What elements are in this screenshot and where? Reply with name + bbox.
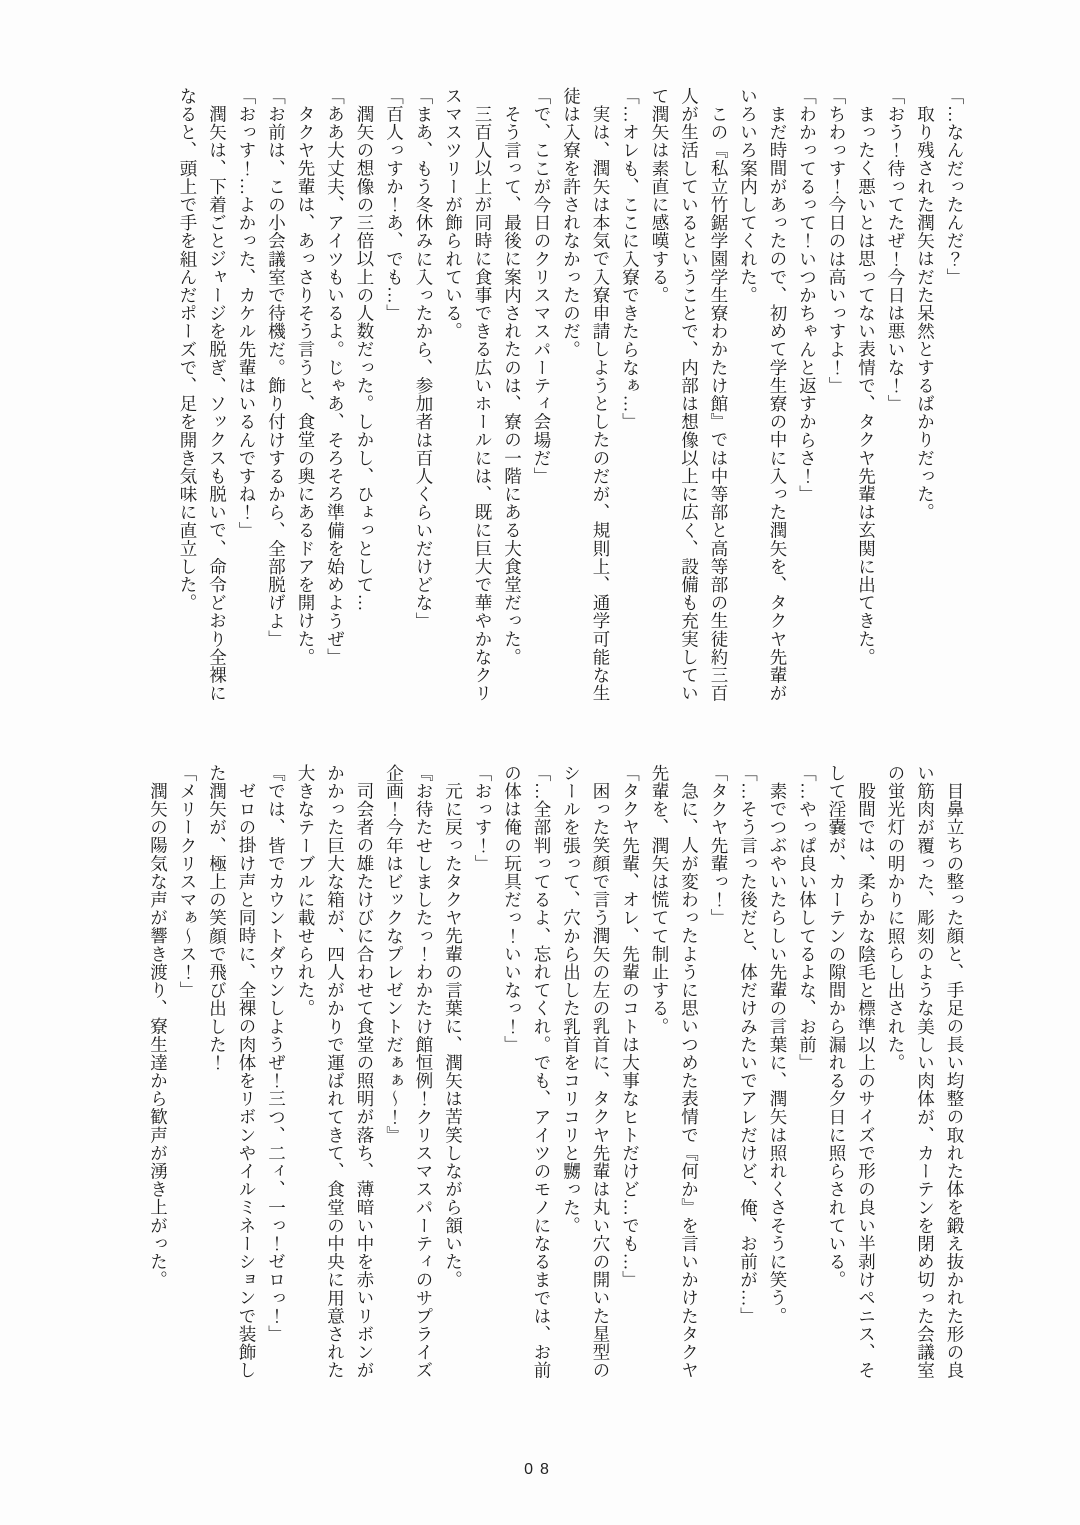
text-line: 「わかってるって！いつかちゃんと返すからさ！」 xyxy=(797,87,818,504)
text-line: 実は、潤矢は本気で入寮申請しようとしたのだが、規則上、通学可能な生 xyxy=(591,104,611,702)
text-line: 三百人以上が同時に食事できる広いホールには、既に巨大で華やかなクリ xyxy=(473,104,493,702)
text-line: 素でつぶやいたらしい先輩の言葉に、潤矢は照れくさそうに笑う。 xyxy=(768,781,788,1325)
text-line: 「百人っすか！あ、でも…」 xyxy=(384,87,405,323)
text-line: そう言って、最後に案内されたのは、寮の一階にある大食堂だった。 xyxy=(502,104,523,666)
text-line: 先輩を、潤矢は慌てて制止する。 xyxy=(650,764,670,1036)
text-line: 『お待たせしましたっ！わかたけ館恒例！クリスマスパーティのサプライズ xyxy=(414,764,434,1380)
text-line: 困った笑顔で言う潤矢の左の乳首に、タクヤ先輩は丸い穴の開いた星型の xyxy=(591,781,611,1379)
text-line: この『私立竹鋸学園学生寮わかたけ館』では中等部と高等部の生徒約三百 xyxy=(709,104,729,702)
text-line: 徒は入寮を許されなかったのだ。 xyxy=(561,87,582,359)
text-line: い筋肉が覆った、彫刻のような美しい肉体が、カーテンを閉め切った会議室 xyxy=(915,764,936,1380)
text-line: ゼロの掛け声と同時に、全裸の肉体をリボンやイルミネーションで装飾し xyxy=(237,781,257,1379)
text-line: して淫嚢が、カーテンの隙間から漏れる夕日に照らされている。 xyxy=(827,764,847,1289)
text-line: 企画！今年はビックなプレゼントだぁぁ〜！』 xyxy=(384,764,405,1145)
text-line: の体は俺の玩具だっ！いいなっ！」 xyxy=(502,764,523,1054)
text-line: て潤矢は素直に感嘆する。 xyxy=(650,87,670,305)
text-line: 司会者の雄たけびに合わせて食堂の照明が落ち、薄暗い中を赤いリボンが xyxy=(355,781,375,1379)
text-line: 目鼻立ちの整った顔と、手足の長い均整の取れた体を鍛え抜かれた形の良 xyxy=(945,781,965,1379)
text-line: 取り残された潤矢はだた呆然とするばかりだった。 xyxy=(915,104,936,521)
text-line: いろいろ案内してくれた。 xyxy=(738,87,759,305)
text-line: 人が生活しているということで、内部は想像以上に広く、設備も充実してい xyxy=(679,87,700,703)
text-line: 元に戻ったタクヤ先輩の言葉に、潤矢は苦笑しながら頷いた。 xyxy=(443,781,464,1289)
text-line: 大きなテーブルに載せられた。 xyxy=(296,764,316,1018)
text-line: 潤矢の想像の三倍以上の人数だった。しかし、ひょっとして… xyxy=(355,104,375,612)
text-line: まだ時間があったので、初めて学生寮の中に入った潤矢を、タクヤ先輩が xyxy=(768,104,788,702)
text-line: かかった巨大な箱が、四人がかりで運ばれてきて、食堂の中央に用意された xyxy=(325,764,346,1380)
text-line: 「…そう言った後だと、体だけみたいでアレだけど、俺、お前が…」 xyxy=(738,764,759,1326)
text-line: 「…オレも、ここに入寮できたらなぁ…」 xyxy=(620,87,641,431)
text-line: 股間では、柔らかな陰毛と標準以上のサイズで形の良い半剥けペニス、そ xyxy=(856,781,877,1379)
text-line: なると、頭上で手を組んだポーズで、足を開き気味に直立した。 xyxy=(178,87,198,612)
text-line: まったく悪いとは思ってない表情で、タクヤ先輩は玄関に出てきた。 xyxy=(856,104,877,666)
text-line: 『では、皆でカウントダウンしようぜ！三つ、二ィ、一っ！ゼロっ！」 xyxy=(266,764,287,1344)
text-line: の蛍光灯の明かりに照らし出された。 xyxy=(886,764,906,1072)
text-line: 「おっす！…よかった、カケル先輩はいるんですね！」 xyxy=(237,87,257,540)
text-line: 「おう！待ってたぜ！今日は悪いな！」 xyxy=(886,87,906,413)
text-line: 「…全部判ってるよ、忘れてくれ。でも、アイツのモノになるまでは、お前 xyxy=(532,764,552,1380)
text-line: 潤矢は、下着ごとジャージを脱ぎ、ソックスも脱いで、命令どおり全裸に xyxy=(207,104,228,702)
text-line: 「まあ、もう冬休みに入ったから、参加者は百人くらいだけどな」 xyxy=(414,87,434,630)
text-block-bottom xyxy=(143,764,969,1402)
text-line: 「…やっぱ良い体してるよな、お前」 xyxy=(797,764,818,1072)
text-line: 「ちわっす！今日のは高いっすよ！」 xyxy=(827,87,847,395)
text-line: 「タクヤ先輩、オレ、先輩のコトは大事なヒトだけど…でも…」 xyxy=(620,764,641,1289)
text-line: 「おっす！」 xyxy=(473,764,493,873)
text-line: 「で、ここが今日のクリスマスパーティ会場だ」 xyxy=(532,87,552,486)
text-line: 潤矢の陽気な声が響き渡り、寮生達から歓声が湧き上がった。 xyxy=(148,781,169,1289)
text-line: た潤矢が、極上の笑顔で飛び出した！ xyxy=(207,764,228,1072)
text-line: 「…なんだったんだ？」 xyxy=(945,87,965,287)
text-line: 「ああ大丈夫、アイツもいるよ。じゃあ、そろそろ準備を始めようぜ」 xyxy=(325,87,346,667)
text-line: 「タクヤ先輩っ！」 xyxy=(709,764,729,927)
page-number: 08 xyxy=(524,1461,556,1478)
text-line: シールを張って、穴から出した乳首をコリコリと嬲った。 xyxy=(561,764,582,1235)
text-line: スマスツリーが飾られている。 xyxy=(443,87,464,341)
text-line: 「お前は、この小会議室で待機だ。飾り付けするから、全部脱げよ」 xyxy=(266,87,287,649)
text-block-top xyxy=(173,87,970,725)
text-line: 急に、人が変わったように思いつめた表情で『何か』を言いかけたタクヤ xyxy=(679,781,700,1379)
text-line: 「メリークリスマぁ〜ス！」 xyxy=(178,764,198,1000)
text-line: タクヤ先輩は、あっさりそう言うと、食堂の奥にあるドアを開けた。 xyxy=(296,104,316,666)
